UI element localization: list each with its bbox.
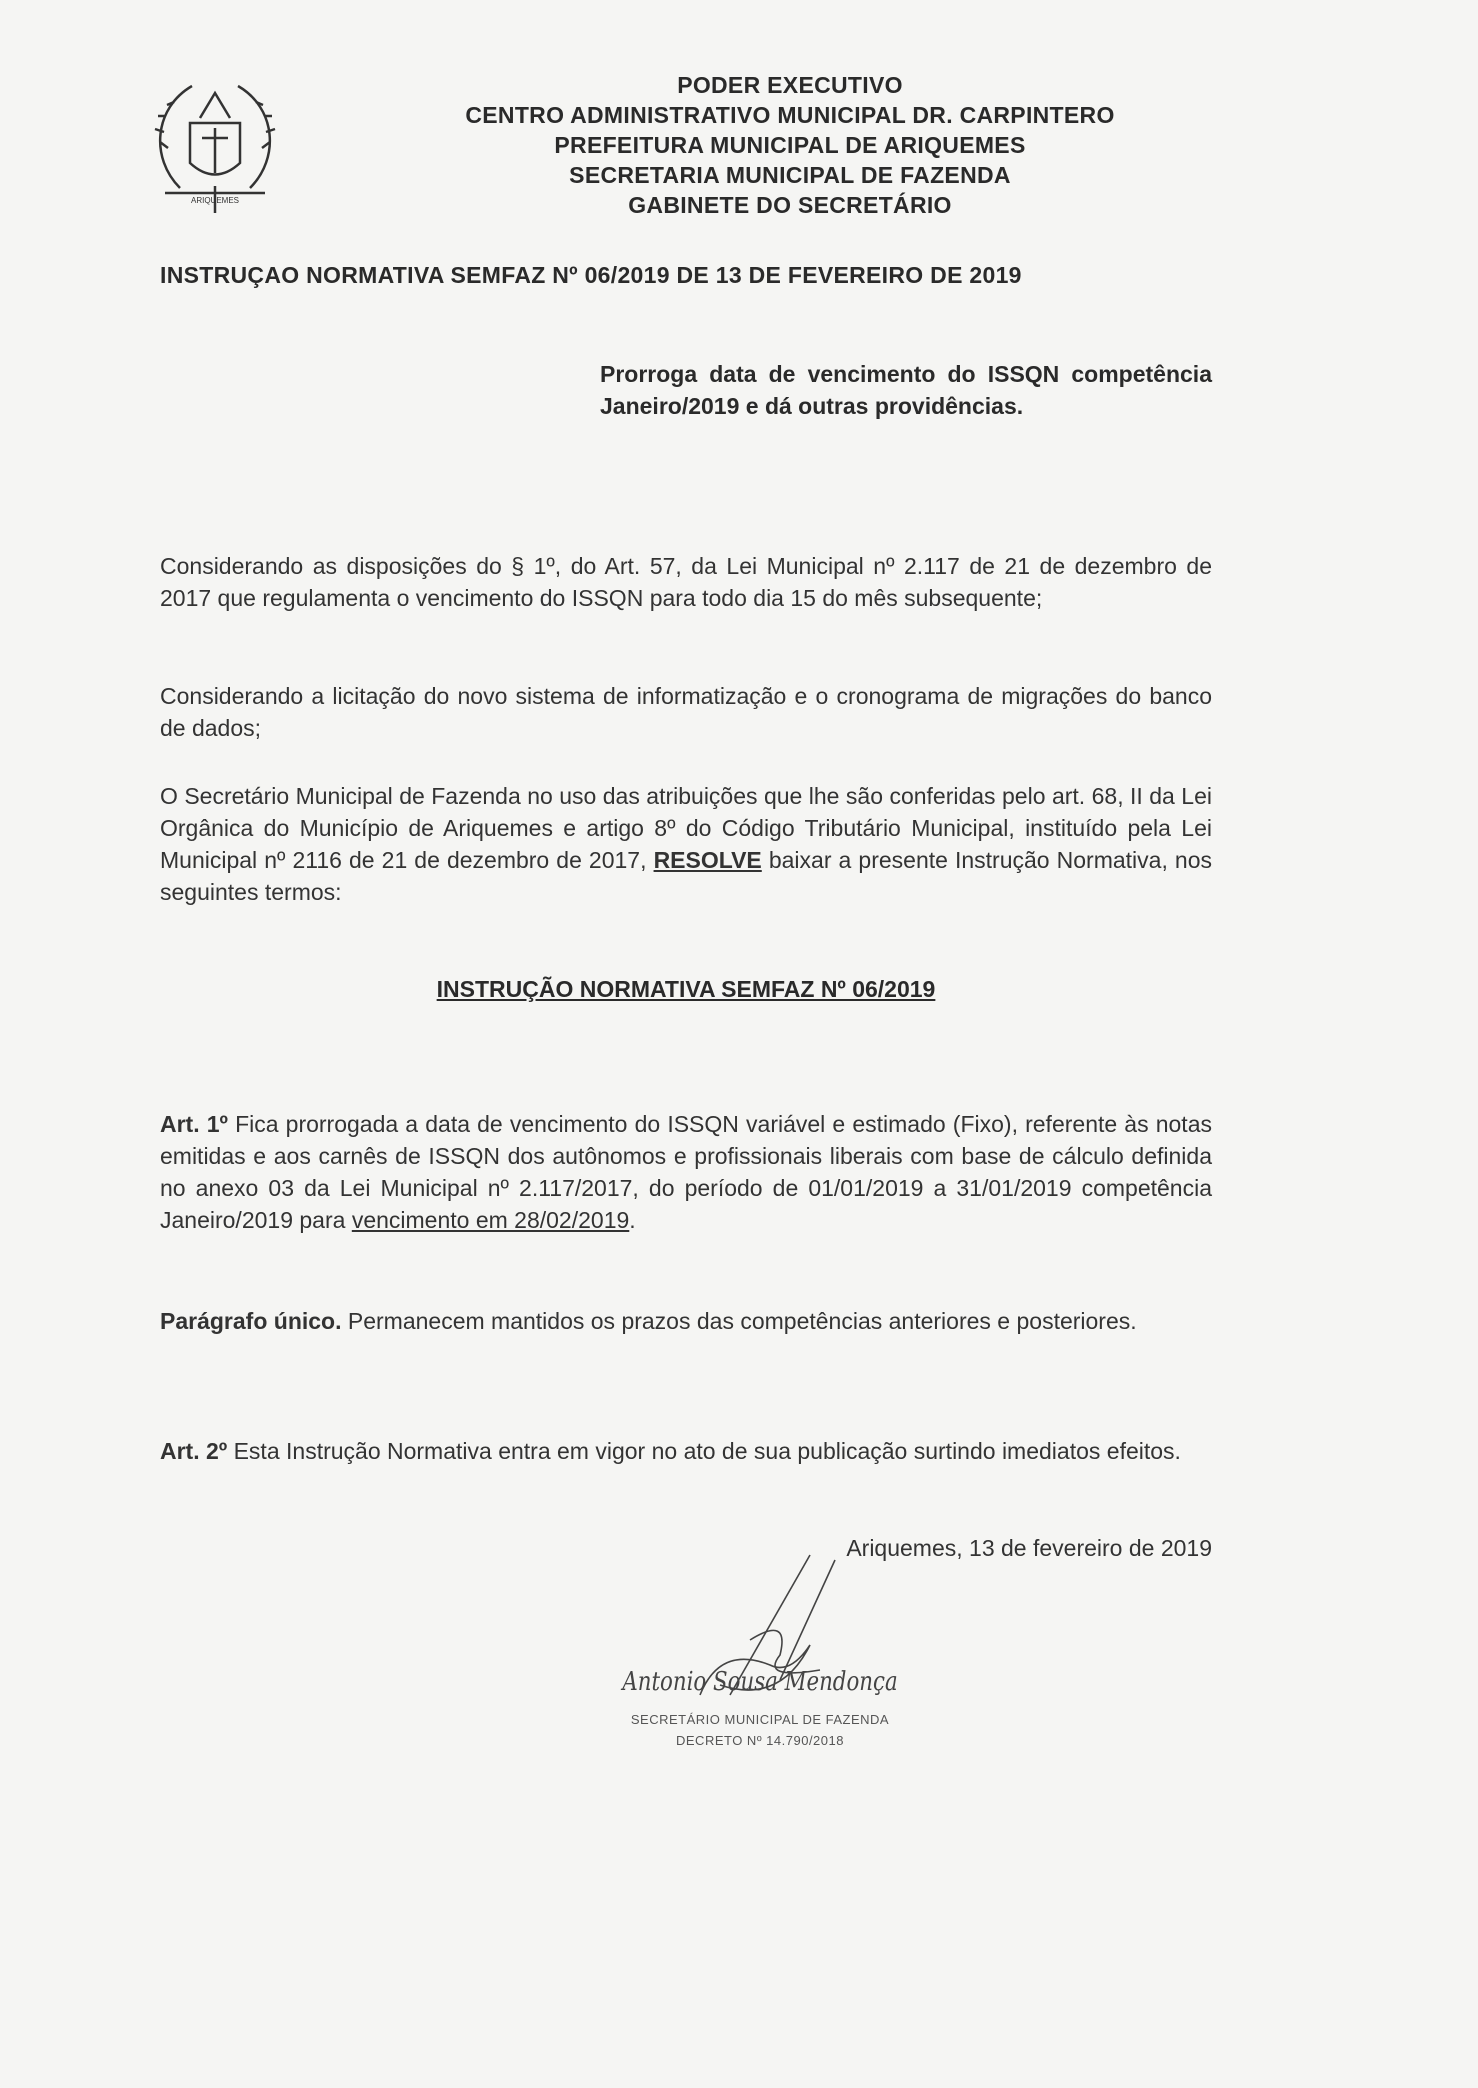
signatory-name: Antonio Sousa Mendonça — [622, 1667, 898, 1697]
article-label: Art. 1º — [160, 1111, 228, 1137]
due-date: vencimento em 28/02/2019 — [351, 1207, 630, 1233]
crest-label: ARIQUEMES — [190, 196, 240, 205]
preamble-text: O Secretário Municipal de Fazenda no uso das atribuições que lhe são conferidas pelo art. 68, II da Lei Orgânica do Município de Ariquemes e artigo 8º do Código Tributário Municipal, instituído pela Lei Municipal nº 2116 de 21 de dezembro de 2017, — [160, 783, 1212, 873]
header-line: GABINETE DO SECRETÁRIO — [628, 192, 952, 218]
article-text: Esta Instrução Normativa entra em vigor no ato de sua publicação surtindo imediatos efeitos. — [227, 1438, 1181, 1464]
article-end: . — [629, 1207, 636, 1233]
preamble-text: baixar a presente Instrução Normativa, nos seguintes termos: — [160, 847, 1212, 905]
dateline: Ariquemes, 13 de fevereiro de 2019 — [846, 1535, 1212, 1561]
paragraph-text: Permanecem mantidos os prazos das competências anteriores e posteriores. — [341, 1308, 1137, 1334]
article-label: Art. 2º — [160, 1438, 228, 1464]
ementa: Prorroga data de vencimento do ISSQN competência Janeiro/2019 e dá outras providências. — [600, 361, 1212, 419]
paragraph-label: Parágrafo único. — [160, 1308, 342, 1334]
letterhead — [290, 70, 1290, 220]
section-title: INSTRUÇÃO NORMATIVA SEMFAZ Nº 06/2019 — [436, 976, 936, 1002]
article-1 — [160, 1108, 1212, 1236]
article-2 — [160, 1435, 1212, 1467]
header-line: SECRETARIA MUNICIPAL DE FAZENDA — [569, 162, 1011, 188]
municipal-crest-icon — [140, 68, 290, 218]
resolve-keyword: RESOLVE — [653, 847, 762, 873]
considerando-paragraph: Considerando a licitação do novo sistema de informatização e o cronograma de migrações do banco de dados; — [160, 683, 1212, 741]
header-line: CENTRO ADMINISTRATIVO MUNICIPAL DR. CARPINTERO — [465, 102, 1115, 128]
paragrafo-unico — [160, 1305, 1212, 1337]
signatory-role: SECRETÁRIO MUNICIPAL DE FAZENDA — [630, 1712, 890, 1727]
header-line: PREFEITURA MUNICIPAL DE ARIQUEMES — [554, 132, 1026, 158]
preamble-paragraph — [160, 780, 1212, 908]
considerando-paragraph: Considerando as disposições do § 1º, do Art. 57, da Lei Municipal nº 2.117 de 21 de dezembro de 2017 que regulamenta o vencimento do ISSQN para todo dia 15 do mês subsequente; — [160, 553, 1212, 611]
signatory-decree: DECRETO Nº 14.790/2018 — [676, 1733, 844, 1748]
document-title: INSTRUÇAO NORMATIVA SEMFAZ Nº 06/2019 DE 13 DE FEVEREIRO DE 2019 — [160, 262, 1022, 288]
header-line: PODER EXECUTIVO — [677, 72, 903, 98]
article-text: Fica prorrogada a data de vencimento do ISSQN variável e estimado (Fixo), referente às notas emitidas e aos carnês de ISSQN dos autônomos e profissionais liberais com base de cálculo definida no anexo 03 da Lei Municipal nº 2.117/2017, do período de 01/01/2019 a 31/01/2019 competência Janeiro/2019 para — [160, 1111, 1212, 1233]
